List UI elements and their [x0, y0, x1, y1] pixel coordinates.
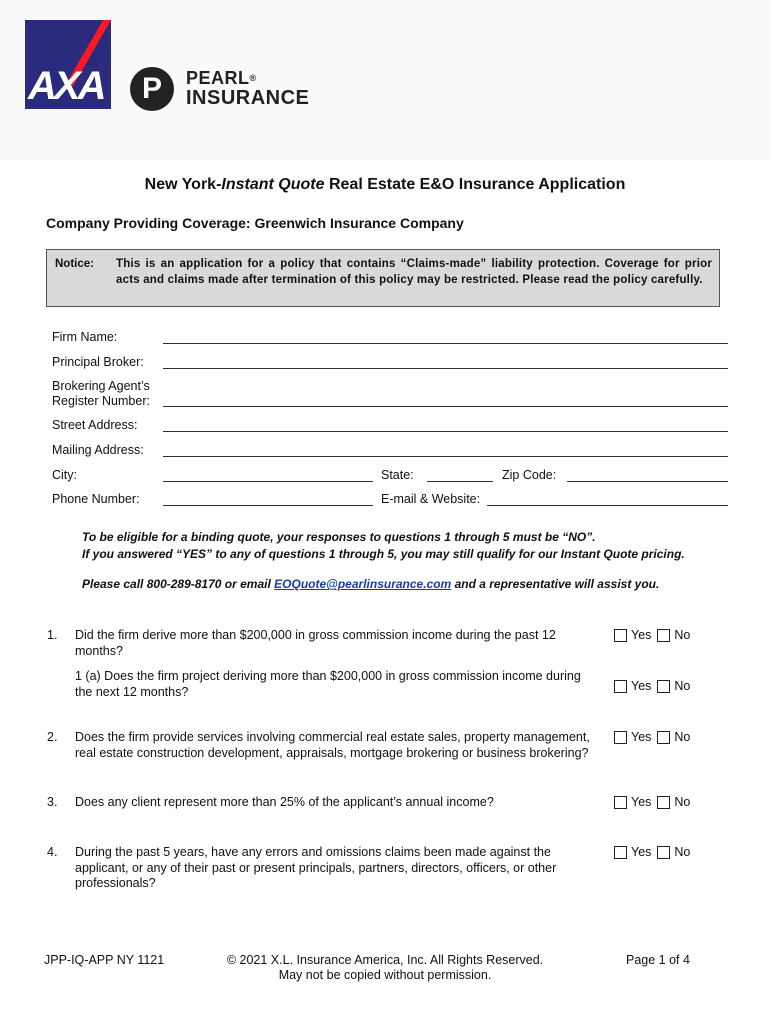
no-label: No	[674, 679, 691, 693]
question-4-answer	[614, 845, 690, 859]
question-3-number: 3.	[47, 795, 58, 809]
pearl-logo-line1: PEARL	[186, 68, 250, 88]
question-2-text: Does the firm provide services involving commercial real estate sales, property management, real estate construction development, appraisals, mortgage brokering or business brokering?	[75, 730, 590, 760]
question-1-answer	[614, 628, 690, 642]
state-field[interactable]	[427, 481, 493, 482]
form-id: JPP-IQ-APP NY 1121	[44, 953, 165, 967]
eligibility-line-2: If you answered “YES” to any of questions 1 through 5, you may still qualify for our Instant Quote pricing.	[82, 547, 685, 561]
notice-label: Notice:	[55, 258, 94, 270]
notice-text: This is an application for a policy that contains “Claims-made” liability protection. Coverage for prior acts and claims made after termination of this policy may be restricted. Please read the policy carefully.	[116, 258, 712, 286]
agent-register-field[interactable]	[163, 406, 728, 407]
copy-notice-text: May not be copied without permission.	[278, 968, 492, 982]
title-italic: Instant Quote	[221, 176, 325, 193]
question-3-no-checkbox[interactable]	[657, 796, 670, 809]
street-address-label: Street Address:	[52, 418, 138, 432]
question-4-no-checkbox[interactable]	[657, 846, 670, 859]
question-1-number: 1.	[47, 628, 58, 642]
question-4-text: During the past 5 years, have any errors and omissions claims been made against the applicant, or any of their past or present principals, partners, directors, officers, or other professionals?	[75, 845, 557, 890]
state-label: State:	[381, 468, 414, 482]
mailing-address-field[interactable]	[163, 456, 728, 457]
firm-name-field[interactable]	[163, 343, 728, 344]
phone-number-field[interactable]	[163, 505, 373, 506]
pearl-logo-line2: INSURANCE	[186, 87, 310, 109]
yes-label: Yes	[631, 679, 652, 693]
question-1-text: Did the firm derive more than $200,000 in gross commission income during the past 12 months?	[75, 628, 556, 658]
header-band	[0, 0, 770, 160]
eligibility-contact	[82, 577, 659, 591]
zip-code-field[interactable]	[567, 481, 728, 482]
question-2-number: 2.	[47, 730, 58, 744]
question-1a-answer	[614, 679, 690, 693]
title-suffix: Real Estate E&O Insurance Application	[324, 176, 626, 193]
eligibility-line-1: To be eligible for a binding quote, your responses to questions 1 through 5 must be “NO”.	[82, 530, 596, 544]
copyright-text: © 2021 X.L. Insurance America, Inc. All Rights Reserved.	[226, 953, 544, 967]
axa-logo	[25, 20, 111, 109]
question-2-answer	[614, 730, 690, 744]
question-1a-no-checkbox[interactable]	[657, 680, 670, 693]
eligibility-contact-prefix: Please call 800-289-8170 or email	[82, 577, 275, 591]
question-1a-yes-checkbox[interactable]	[614, 680, 627, 693]
yes-label: Yes	[631, 845, 652, 859]
agent-register-label-line1: Brokering Agent’s	[52, 379, 150, 393]
city-label: City:	[52, 468, 77, 482]
question-3-answer	[614, 795, 690, 809]
city-field[interactable]	[163, 481, 373, 482]
agent-register-label-line2: Register Number:	[52, 394, 150, 408]
question-3-text: Does any client represent more than 25% of the applicant’s annual income?	[75, 795, 494, 809]
question-4-number: 4.	[47, 845, 58, 859]
question-4-yes-checkbox[interactable]	[614, 846, 627, 859]
email-link[interactable]: EOQuote@pearlinsurance.com	[274, 577, 452, 591]
mailing-address-label: Mailing Address:	[52, 443, 144, 457]
notice-box	[46, 249, 720, 307]
axa-logo-text: AXA	[28, 64, 104, 108]
question-2-yes-checkbox[interactable]	[614, 731, 627, 744]
pearl-logo-text	[186, 68, 309, 109]
yes-label: Yes	[631, 628, 652, 642]
no-label: No	[674, 845, 691, 859]
firm-name-label: Firm Name:	[52, 330, 118, 344]
zip-code-label: Zip Code:	[502, 468, 557, 482]
registered-mark: ®	[249, 73, 257, 83]
no-label: No	[674, 628, 691, 642]
title-prefix: New York-	[144, 176, 222, 193]
page-title	[0, 176, 770, 194]
phone-number-label: Phone Number:	[52, 492, 140, 506]
yes-label: Yes	[631, 795, 652, 809]
email-website-label: E-mail & Website:	[381, 492, 481, 506]
yes-label: Yes	[631, 730, 652, 744]
principal-broker-field[interactable]	[163, 368, 728, 369]
question-1-yes-checkbox[interactable]	[614, 629, 627, 642]
pearl-p-icon: P	[130, 67, 174, 111]
principal-broker-label: Principal Broker:	[52, 355, 144, 369]
agent-register-label	[52, 379, 150, 409]
no-label: No	[674, 795, 691, 809]
question-1-no-checkbox[interactable]	[657, 629, 670, 642]
question-1a-text: 1 (a) Does the firm project deriving more than $200,000 in gross commission income during the next 12 months?	[75, 669, 581, 699]
street-address-field[interactable]	[163, 431, 728, 432]
email-website-field[interactable]	[487, 505, 728, 506]
no-label: No	[674, 730, 691, 744]
question-2-no-checkbox[interactable]	[657, 731, 670, 744]
question-3-yes-checkbox[interactable]	[614, 796, 627, 809]
company-providing-coverage: Company Providing Coverage: Greenwich Insurance Company	[46, 215, 464, 231]
page-number: Page 1 of 4	[626, 953, 690, 967]
eligibility-contact-suffix: and a representative will assist you.	[451, 577, 660, 591]
